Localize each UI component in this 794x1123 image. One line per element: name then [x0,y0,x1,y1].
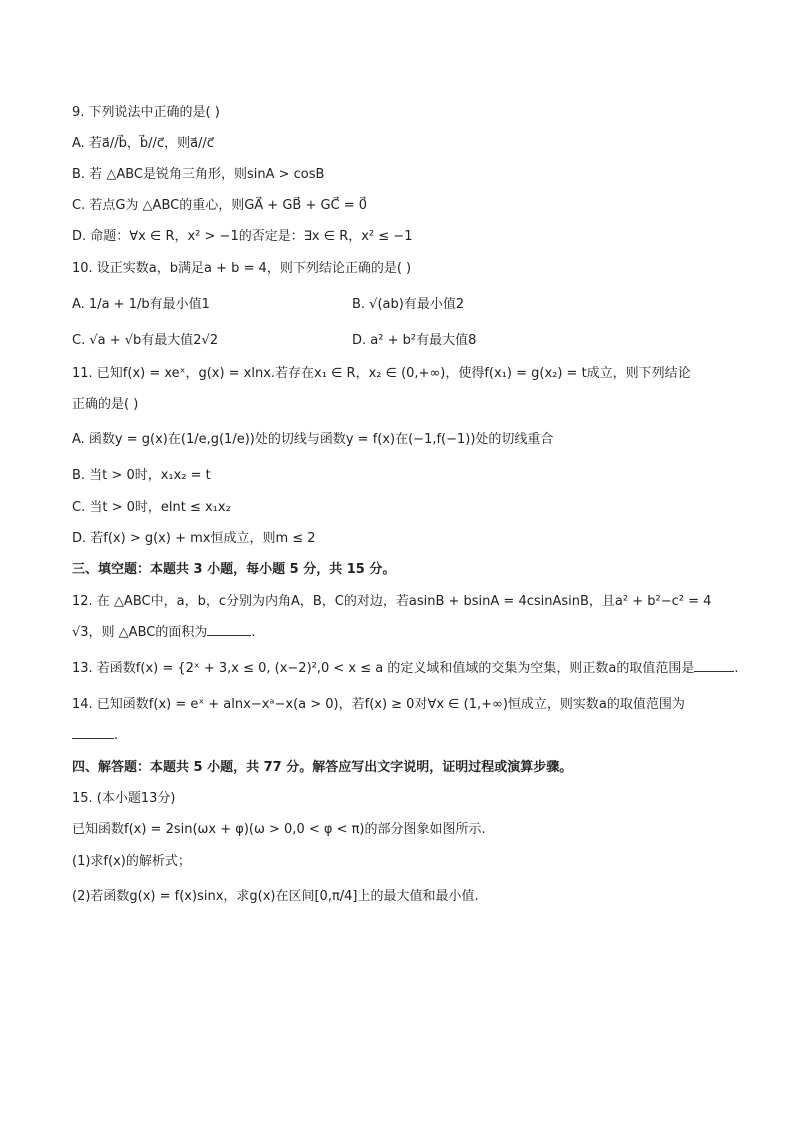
question-15-part-2: (2)若函数g(x) = f(x)sinx，求g(x)在区间[0,π/4]上的最大值和最小值. [72,889,479,904]
answer-blank [207,635,251,636]
q10-option-c: C. √a + √b有最大值2√2 [72,333,219,348]
period: . [734,661,739,676]
q11-option-c: C. 当t > 0时，elnt ≤ x₁x₂ [72,500,231,515]
q11-option-b: B. 当t > 0时，x₁x₂ = t [72,468,211,483]
q9-option-d: D. 命题：∀x ∈ R，x² > −1的否定是：∃x ∈ R，x² ≤ −1 [72,229,413,244]
question-14-line2 [72,727,118,745]
q11-option-d: D. 若f(x) > g(x) + mx恒成立，则m ≤ 2 [72,531,316,546]
q9-option-b: B. 若 △ABC是锐角三角形，则sinA > cosB [72,167,325,182]
question-12: 12. 在 △ABC中，a，b，c分别为内角A，B，C的对边，若asinB + bsinA = 4csinAsinB，且a² + b²−c² = 4 [72,594,712,609]
section-3-heading: 三、填空题：本题共 3 小题，每小题 5 分，共 15 分。 [72,562,396,577]
question-13: 13. 若函数f(x) = {2ˣ + 3,x ≤ 0, (x−2)²,0 < x ≤ a 的定义域和值域的交集为空集，则正数a的取值范围是 [72,661,695,676]
question-15: 15. (本小题13分) [72,791,176,806]
q9-option-a: A. 若a⃗//b⃗，b⃗//c⃗，则a⃗//c⃗ [72,136,214,151]
q9-option-c: C. 若点G为 △ABC的重心，则GA⃗ + GB⃗ + GC⃗ = 0⃗ [72,198,368,213]
question-12-line2-wrap [72,624,256,642]
question-12-line2: √3，则 △ABC的面积为 [72,625,208,640]
q10-option-d: D. a² + b²有最大值8 [352,333,477,348]
section-4-heading: 四、解答题：本题共 5 小题，共 77 分。解答应写出文字说明，证明过程或演算步骤。 [72,760,573,775]
period: . [114,728,119,743]
period: . [251,625,256,640]
question-9: 9. 下列说法中正确的是( ) [72,105,220,120]
answer-blank [72,738,114,739]
question-15-stem: 已知函数f(x) = 2sin(ωx + φ)(ω > 0,0 < φ < π)的部分图象如图所示. [72,822,486,837]
question-15-part-1: (1)求f(x)的解析式； [72,854,191,869]
question-13-wrap [72,660,738,678]
question-14: 14. 已知函数f(x) = eˣ + alnx−xᵃ−x(a > 0)，若f(x) ≥ 0对∀x ∈ (1,+∞)恒成立，则实数a的取值范围为 [72,697,685,712]
q11-option-a: A. 函数y = g(x)在(1/e,g(1/e))处的切线与函数y = f(x)在(−1,f(−1))处的切线重合 [72,432,554,447]
answer-blank [694,671,734,672]
q10-option-b: B. √(ab)有最小值2 [352,297,465,312]
q10-option-a: A. 1/a + 1/b有最小值1 [72,297,210,312]
question-10: 10. 设正实数a，b满足a + b = 4，则下列结论正确的是( ) [72,261,412,276]
question-11: 11. 已知f(x) = xeˣ，g(x) = xlnx.若存在x₁ ∈ R，x₂ ∈ (0,+∞)，使得f(x₁) = g(x₂) = t成立，则下列结论 [72,366,691,381]
question-11-line2: 正确的是( ) [72,397,139,412]
